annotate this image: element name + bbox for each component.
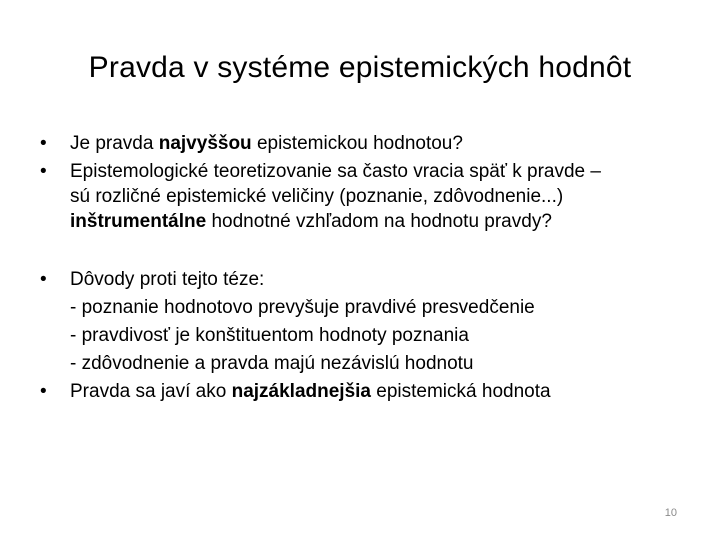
bullet-text: hodnotné vzhľadom na hodnotu pravdy? <box>206 211 552 232</box>
spacer <box>38 234 688 267</box>
bullet-item-1 <box>38 131 688 156</box>
bullet-line <box>70 209 688 234</box>
bullet-item-2 <box>38 159 688 234</box>
bullet-text: epistemickou hodnotou? <box>251 133 463 154</box>
bullet-bold-text: najvyššou <box>158 133 252 154</box>
bullet-item-3 <box>38 267 688 376</box>
slide-title: Pravda v systéme epistemických hodnôt <box>88 51 632 84</box>
bullet-marker: • <box>40 133 47 154</box>
bullet-bold-text: najzákladnejšia <box>231 381 371 402</box>
bullet-bold-text: inštrumentálne <box>70 211 207 232</box>
bullet-marker: • <box>40 161 47 182</box>
bullet-marker: • <box>40 381 47 402</box>
bullet-text: Je pravda <box>70 133 159 154</box>
sub-item: - pravdivosť je konštituentom hodnoty poznania <box>70 325 469 346</box>
bullet-list <box>38 131 688 404</box>
bullet-text: Pravda sa javí ako <box>70 381 232 402</box>
bullet-line: sú rozličné epistemické veličiny (poznanie, zdôvodnenie...) <box>70 186 564 207</box>
sub-item: - zdôvodnenie a pravda majú nezávislú hodnotu <box>70 353 474 374</box>
bullet-item-4 <box>38 379 688 404</box>
page-number: 10 <box>664 507 677 519</box>
bullet-line: Epistemologické teoretizovanie sa často vracia späť k pravde – <box>70 161 601 182</box>
sub-item: - poznanie hodnotovo prevyšuje pravdivé presvedčenie <box>70 297 535 318</box>
bullet-text: epistemická hodnota <box>371 381 551 402</box>
bullet-marker: • <box>40 269 47 290</box>
bullet-label: Dôvody proti tejto téze: <box>70 269 265 290</box>
